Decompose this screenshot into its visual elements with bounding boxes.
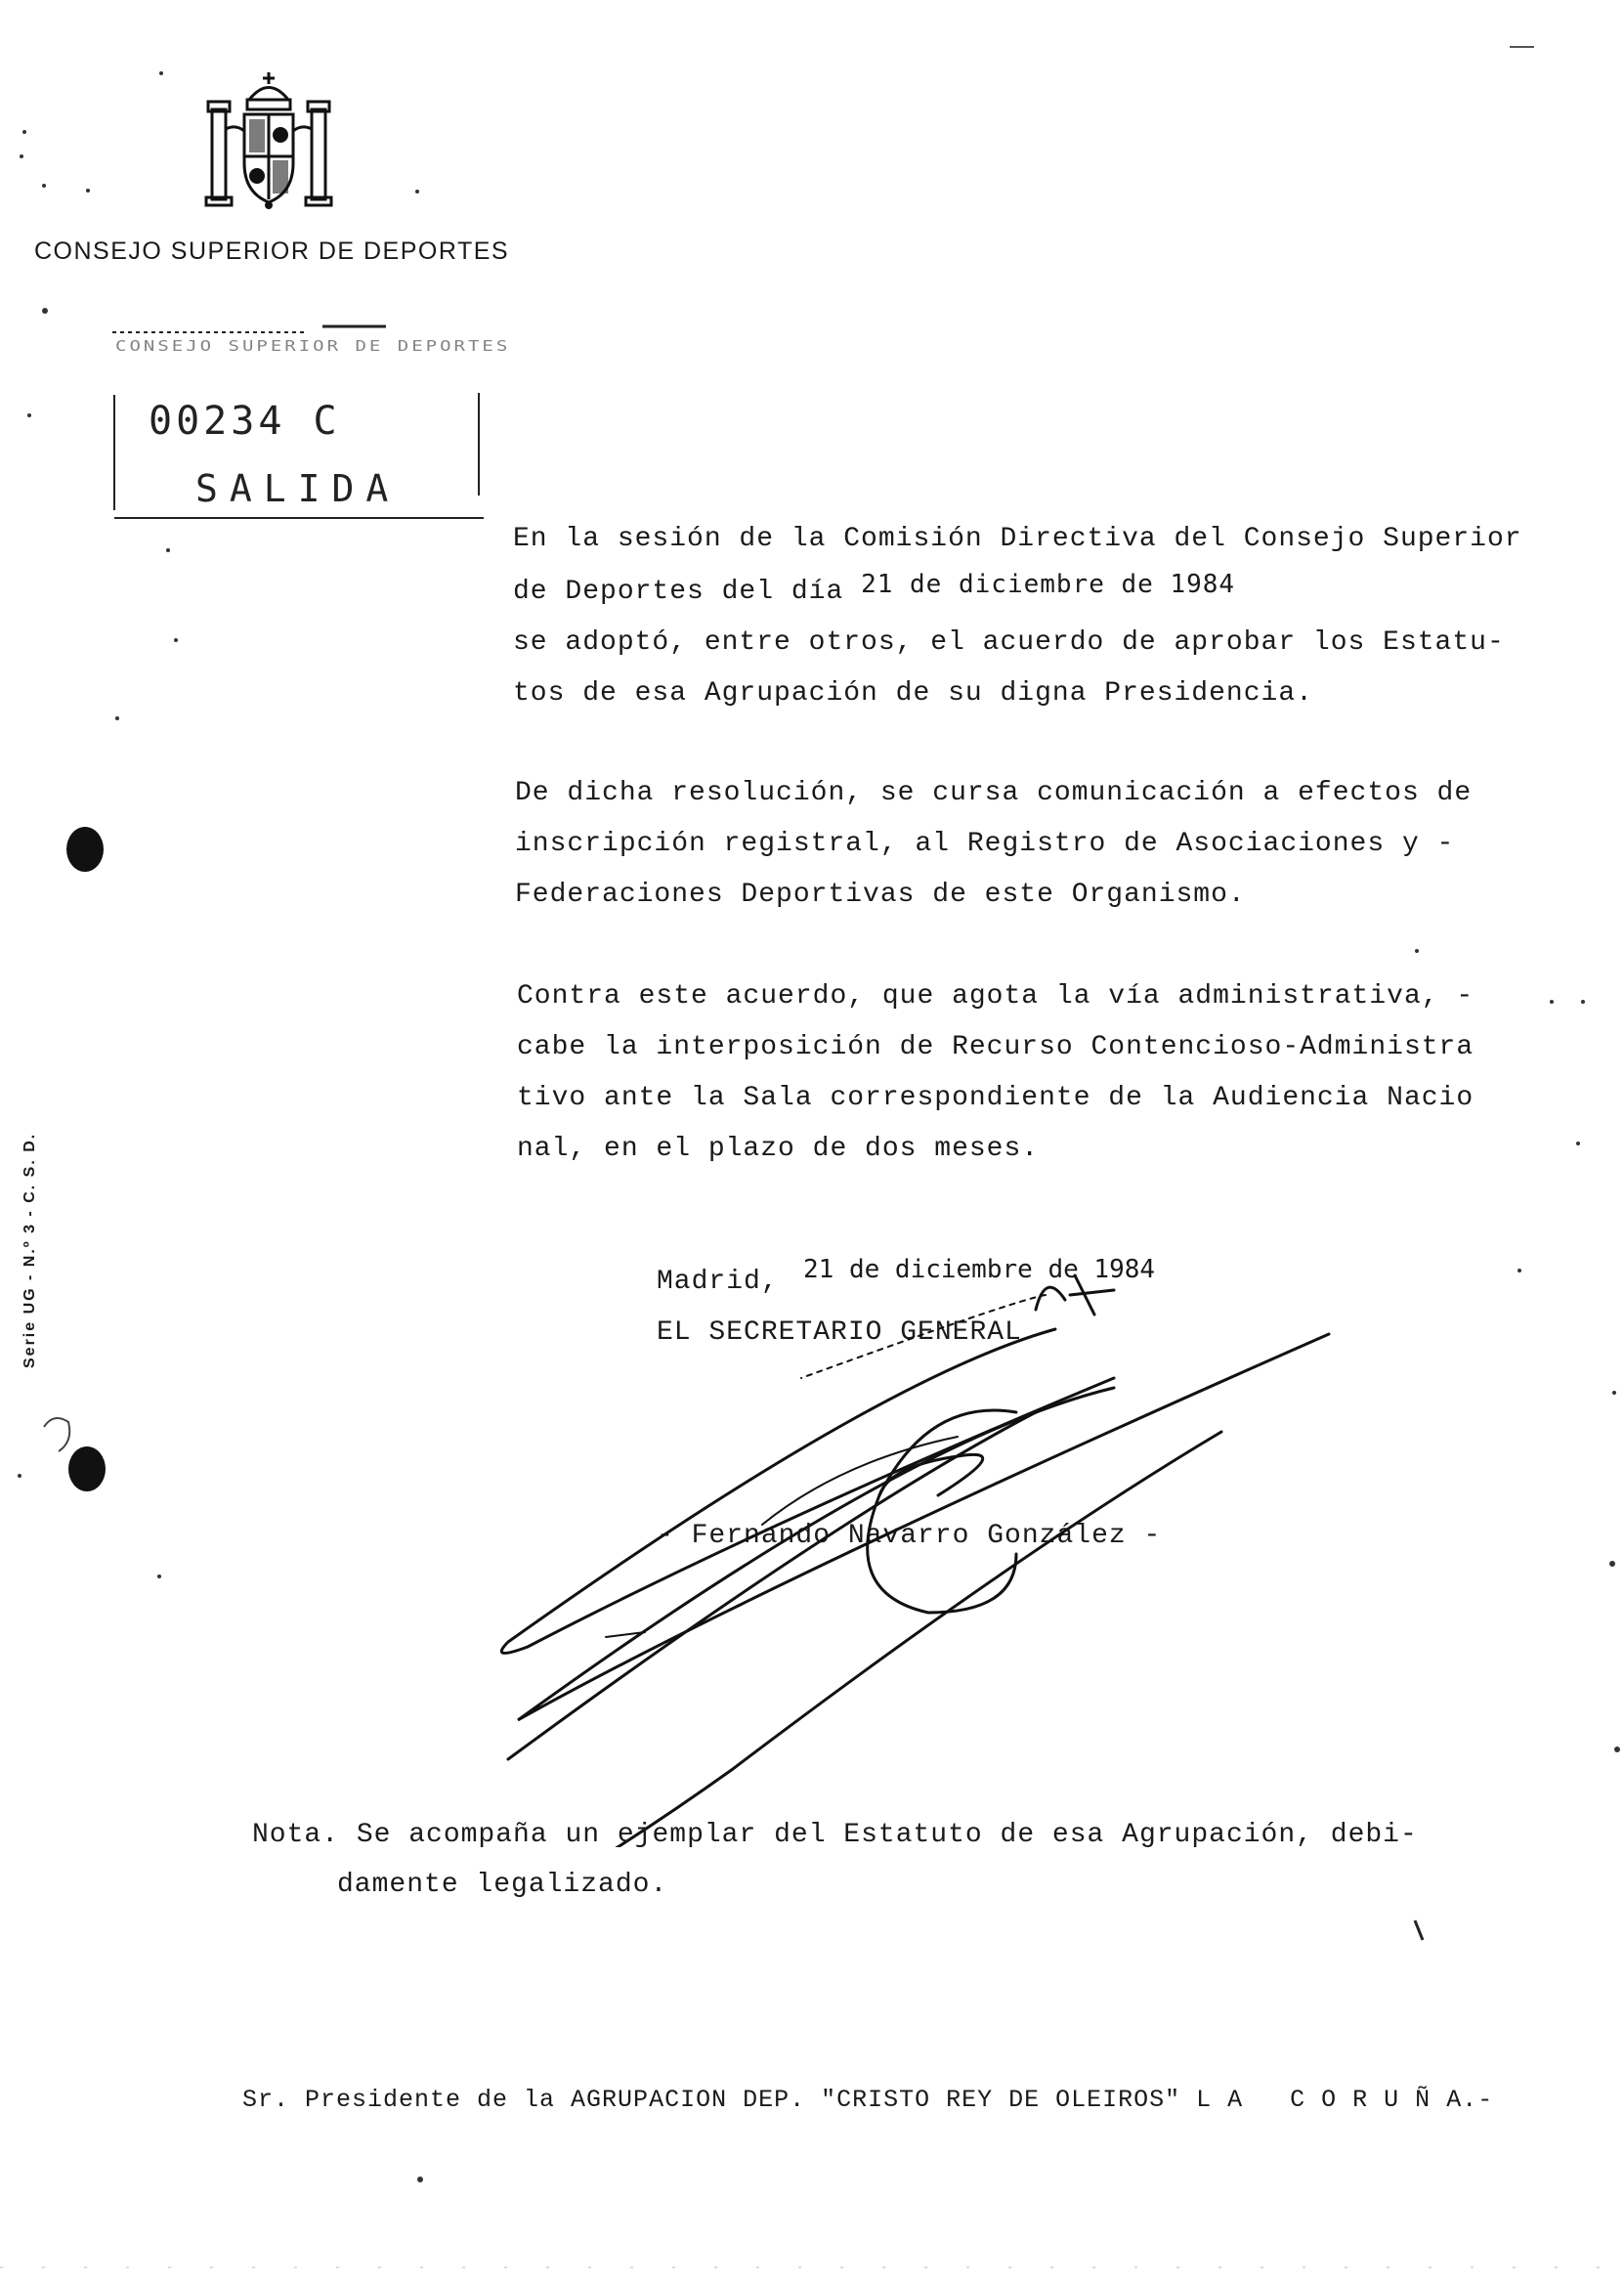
closing-place: Madrid,: [657, 1267, 779, 1297]
addressee-line: Sr. Presidente de la AGRUPACION DEP. "CRISTO REY DE OLEIROS" L A C O R U Ñ A.-: [242, 2086, 1494, 2114]
para2-line1: De dicha resolución, se cursa comunicación a efectos de: [515, 778, 1473, 808]
note-line1: Nota. Se acompaña un ejemplar del Estatuto de esa Agrupación, debi-: [252, 1820, 1418, 1850]
para1-line1: En la sesión de la Comisión Directiva del Consejo Superior: [513, 524, 1522, 554]
stamp-label: SALIDA: [195, 467, 401, 510]
para1-line3: se adoptó, entre otros, el acuerdo de aprobar los Estatu-: [513, 627, 1505, 658]
para3-line2: cabe la interposición de Recurso Contencioso-Administra: [517, 1032, 1474, 1062]
para3-line4: nal, en el plazo de dos meses.: [517, 1134, 1040, 1164]
para3-line1: Contra este acuerdo, que agota la vía administrativa, -: [517, 981, 1474, 1012]
stamp-header: CONSEJO SUPERIOR DE DEPORTES: [115, 337, 511, 355]
para1-line4: tos de esa Agrupación de su digna Presidencia.: [513, 678, 1313, 709]
signatory-name: - Fernando Navarro González -: [657, 1521, 1162, 1551]
para2-line3: Federaciones Deportivas de este Organismo.: [515, 880, 1246, 910]
closing-date: 21 de diciembre de 1984: [803, 1255, 1156, 1284]
organization-name: CONSEJO SUPERIOR DE DEPORTES: [34, 237, 510, 265]
side-series-text: Serie UG - N.º 3 - C. S. D.: [21, 1132, 38, 1368]
para1-line2-text: de Deportes del día: [513, 577, 862, 607]
stamp-number: 00234 C: [149, 399, 341, 444]
session-date: 21 de diciembre de 1984: [861, 570, 1236, 599]
para3-line3: tivo ante la Sala correspondiente de la Audiencia Nacio: [517, 1083, 1474, 1113]
para2-line2: inscripción registral, al Registro de Asociaciones y -: [515, 829, 1455, 859]
closing-role: EL SECRETARIO GENERAL: [657, 1317, 1022, 1348]
note-line2: damente legalizado.: [337, 1870, 668, 1900]
